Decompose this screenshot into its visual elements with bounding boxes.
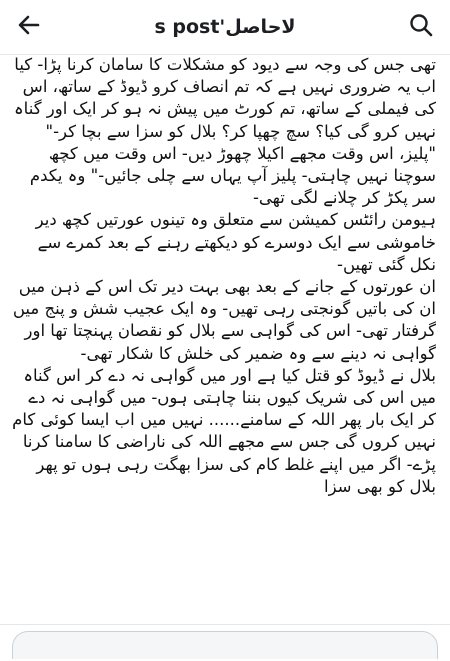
search-button[interactable] <box>400 6 442 48</box>
post-paragraph: ان عورتوں کے جانے کے بعد بھی بہت دیر تک اس کے ذہن میں ان کی باتیں گونجتی رہی تھیں- وہ ایک عجیب شش و پنج میں گرفتار تھی- اس کی گواہی سے بلال کو نقصان پہنچتا تھا اور گواہی نہ دینے سے وہ ضمیر کی خلش کا شکار تھی- <box>12 277 436 363</box>
post-text <box>8 54 436 498</box>
post-paragraph: بلال نے ڈیوڈ کو قتل کیا ہے اور میں گواہی نہ دے کر اس گناہ میں اس کی شریک کیوں بننا چاہتی ہوں- میں گواہی نہ دے کر ایک بار پھر اللہ کے سامنے...... نہیں میں اب ایسا کوئی کام نہیں کروں گی جس سے مجھے اللہ کی ناراضی کا سامنا کرنا پڑے- اگر میں اپنے غلط کام کی سزا بھگت رہی ہوں تو پھر بلال کو بھی سزا <box>12 365 436 496</box>
post-paragraph: "پلیز، اس وقت مجھے اکیلا چھوڑ دیں- اس وقت میں کچھ سوچنا نہیں چاہتی- پلیز آپ یہاں سے چلی جائیں-" وہ یکدم سر پکڑ کر چلانے لگی تھی- <box>29 143 436 208</box>
post-paragraph: تھی جس کی وجہ سے دیود کو مشکلات کا سامان کرنا پڑا- کیا اب یہ ضروری نہیں ہے کہ تم انصاف کرو ڈیوڈ کے ساتھ، اس کی فیملی کے ساتھ، تم کورٹ میں پیش نہ ہو کر ایک اور گناہ نہیں کرو گی کیا؟ سچ چھپا کر؟ بلال کو سزا سے بچا کر-" <box>14 55 436 141</box>
post-body <box>0 54 450 624</box>
post-paragraph: ہیومن رائٹس کمیشن سے متعلق وہ تینوں عورتیں کچھ دیر خاموشی سے ایک دوسرے کو دیکھتے رہنے کے بعد کمرے سے نکل گئی تھیں- <box>35 210 436 274</box>
comment-bar <box>0 624 450 661</box>
page-title: لاحاصل's post <box>154 16 296 38</box>
search-icon <box>408 12 434 42</box>
top-app-bar <box>0 0 450 55</box>
back-button[interactable] <box>8 6 50 48</box>
comment-input[interactable] <box>12 631 438 659</box>
back-arrow-icon <box>16 12 42 42</box>
